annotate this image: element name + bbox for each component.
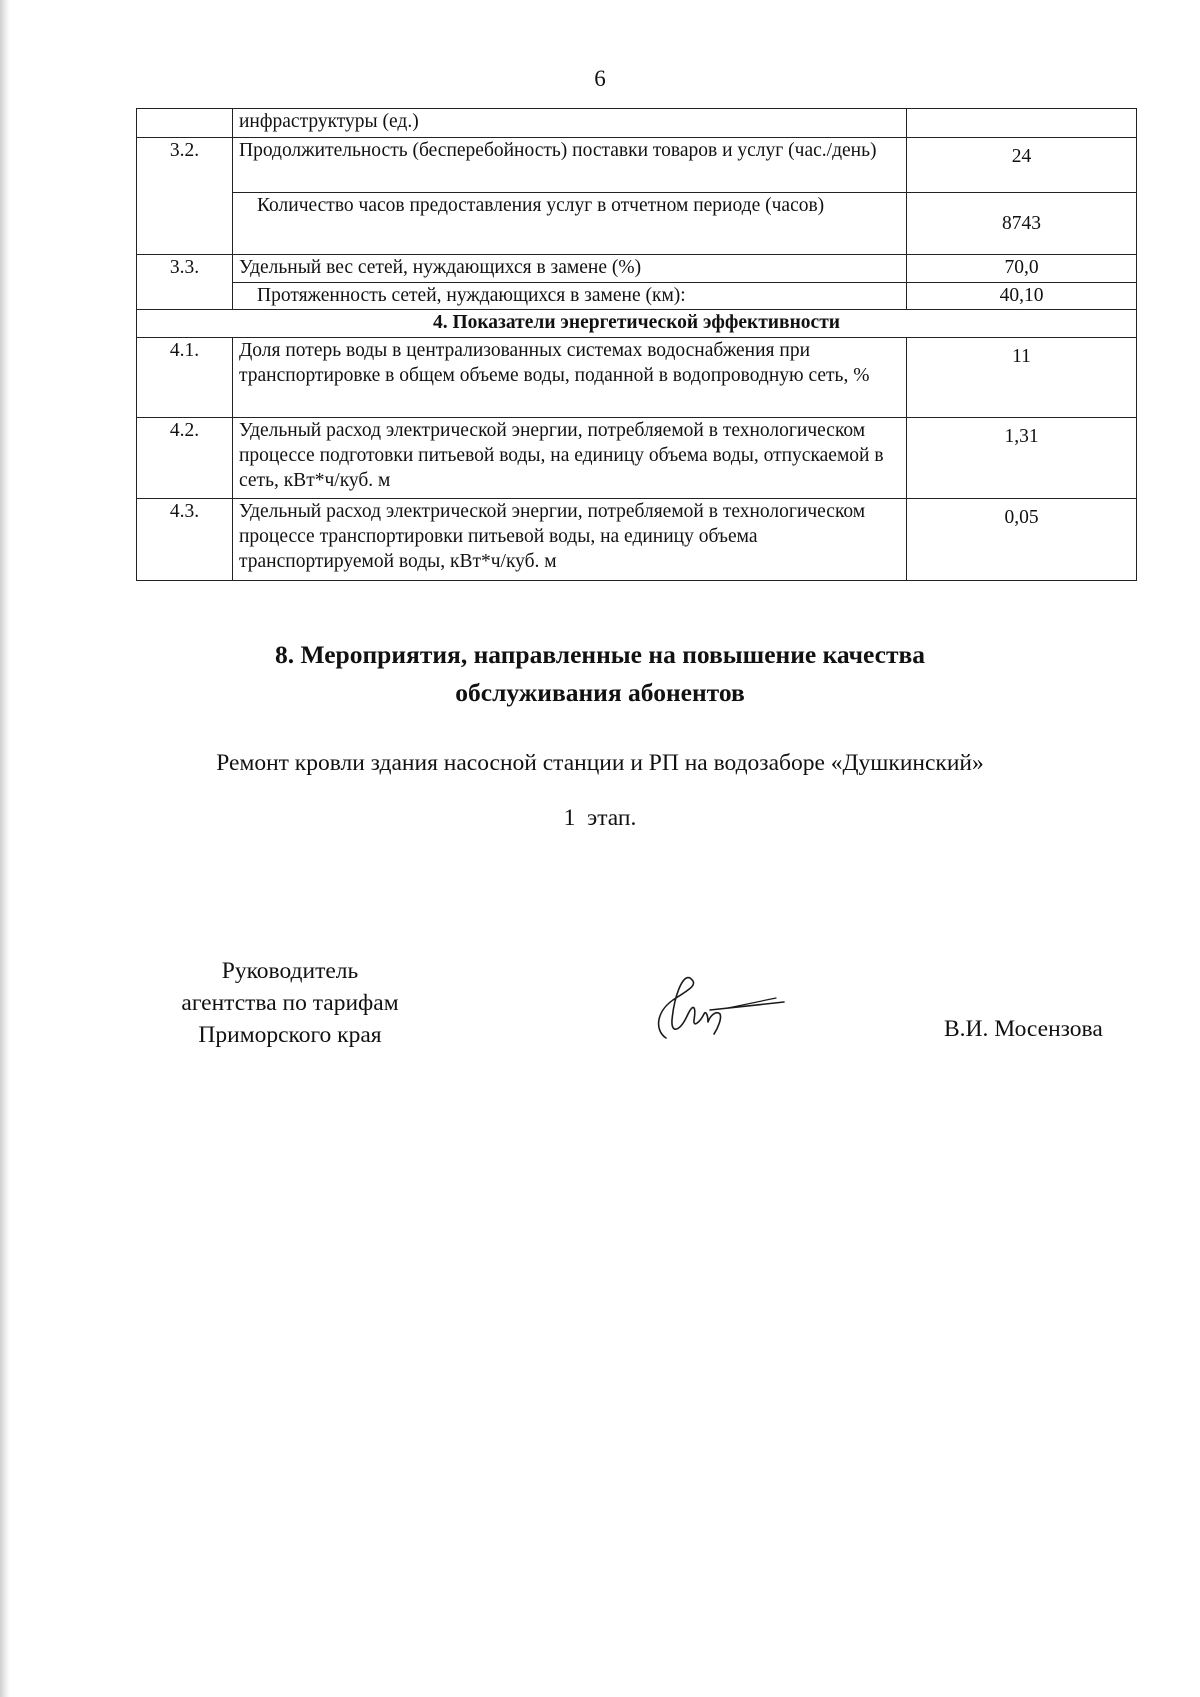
row-number: 4.2.: [137, 418, 233, 499]
row-description: инфраструктуры (ед.): [233, 109, 907, 138]
row-value: 11: [907, 338, 1137, 418]
row-number: 3.2.: [137, 138, 233, 255]
row-value: 40,10: [907, 283, 1137, 310]
signer-position-line: Руководитель: [221, 958, 359, 984]
table-row: [137, 418, 1137, 499]
signer-position-line: агентства по тарифам: [181, 990, 399, 1016]
indicators-table: [136, 108, 1137, 581]
row-number: 4.1.: [137, 338, 233, 418]
signer-position-line: Приморского края: [198, 1022, 382, 1048]
table-row: [137, 338, 1137, 418]
table-row: [137, 193, 1137, 255]
row-number: 3.3.: [137, 255, 233, 310]
row-number: 4.3.: [137, 499, 233, 581]
row-description: Удельный расход электрической энергии, потребляемой в технологическом процессе транспортировки питьевой воды, на единицу объема транспортируемой воды, кВт*ч/куб. м: [233, 499, 907, 581]
table-row: [137, 499, 1137, 581]
section-header: 4. Показатели энергетической эффективности: [137, 310, 1137, 338]
section-title-line: 8. Мероприятия, направленные на повышение качества: [274, 640, 926, 669]
measure-text: Ремонт кровли здания насосной станции и РП на водозаборе «Душкинский»: [216, 750, 984, 776]
section-title-line: обслуживания абонентов: [455, 678, 745, 707]
signer-name: В.И. Мосензова: [944, 1016, 1103, 1042]
scan-left-edge: [0, 0, 10, 1697]
table-row: [137, 283, 1137, 310]
stage-text: 1 этап.: [563, 805, 637, 831]
row-description: Продолжительность (бесперебойность) поставки товаров и услуг (час./день): [233, 138, 907, 193]
table-row: [137, 255, 1137, 283]
row-value: 24: [907, 138, 1137, 193]
page-number: 6: [594, 66, 606, 91]
row-value: 70,0: [907, 255, 1137, 283]
signer-position: [140, 955, 440, 1051]
row-value: 0,05: [907, 499, 1137, 581]
table-row: [137, 138, 1137, 193]
row-description: Удельный расход электрической энергии, потребляемой в технологическом процессе подготовки питьевой воды, на единицу объема воды, отпускаемой в сеть, кВт*ч/куб. м: [233, 418, 907, 499]
row-value: 8743: [907, 193, 1137, 255]
row-value: 1,31: [907, 418, 1137, 499]
handwritten-signature: [636, 958, 796, 1058]
section-header-row: [137, 310, 1137, 338]
row-description: Доля потерь воды в централизованных системах водоснабжения при транспортировке в общем объеме воды, поданной в водопроводную сеть, %: [233, 338, 907, 418]
table-row: [137, 109, 1137, 138]
row-description: Количество часов предоставления услуг в отчетном периоде (часов): [233, 193, 907, 255]
row-value: [907, 109, 1137, 138]
row-description: Удельный вес сетей, нуждающихся в замене (%): [233, 255, 907, 283]
row-description: Протяженность сетей, нуждающихся в замене (км):: [233, 283, 907, 310]
row-number-cell: [137, 109, 233, 138]
section-8-title: [0, 636, 1200, 712]
